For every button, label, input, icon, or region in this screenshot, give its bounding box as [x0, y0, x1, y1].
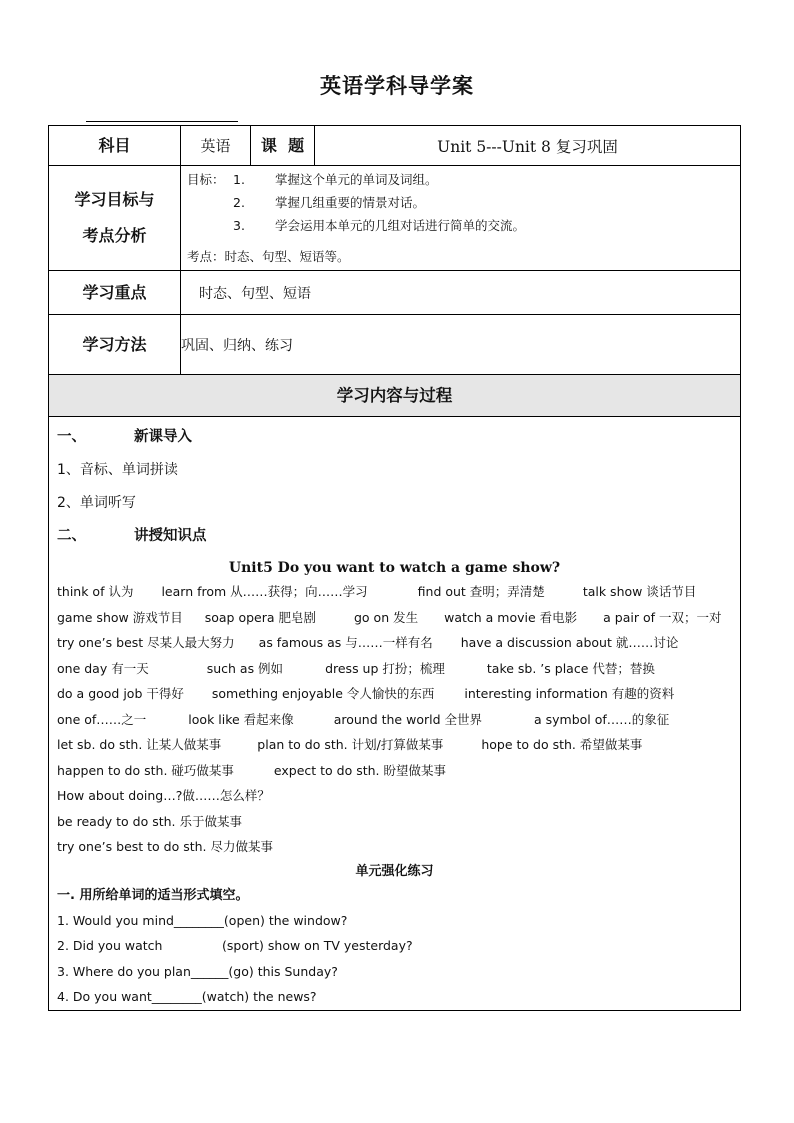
goal-num: 2. — [233, 195, 245, 210]
vocab-phrase: around the world 全世界 — [333, 711, 482, 727]
vocab-row — [57, 732, 732, 758]
goal-num: 3. — [233, 218, 245, 233]
goal-item-1 — [187, 170, 740, 193]
item-phonetics: 1、音标、单词拼读 — [57, 462, 178, 478]
vocab-phrase: plan to do sth. 计划/打算做某事 — [257, 737, 444, 752]
vocab-phrase: go on 发生 — [354, 609, 419, 625]
goal-text: 掌握几组重要的情景对话。 — [275, 195, 426, 210]
focus-label: 学习重点 — [49, 271, 181, 315]
process-content — [49, 417, 740, 1010]
goal-text: 掌握这个单元的单词及词组。 — [275, 172, 438, 187]
vocab-phrase: a pair of 一双；一对 — [603, 609, 722, 625]
vocab-phrase: talk show 谈话节目 — [582, 584, 697, 599]
subject-label: 科目 — [49, 126, 181, 166]
vocab-row — [57, 809, 732, 835]
header-row — [49, 126, 741, 166]
vocab-phrase: as famous as 与……一样有名 — [258, 635, 433, 650]
vocabulary-list — [57, 579, 732, 860]
process-title-row — [49, 375, 741, 417]
goals-label-line1: 学习目标与 — [74, 190, 155, 209]
exercise-item: 4. Do you want________(watch) the news? — [57, 989, 317, 1004]
vocab-row — [57, 579, 732, 605]
method-label: 学习方法 — [49, 315, 181, 375]
section-number: 一、 — [57, 429, 86, 445]
vocab-phrase: one of……之一 — [57, 711, 147, 727]
exercise-item: 3. Where do you plan______(go) this Sunday? — [57, 963, 338, 979]
vocab-phrase: interesting information 有趣的资料 — [464, 686, 675, 701]
vocab-row — [57, 834, 732, 860]
vocab-phrase: look like 看起来像 — [188, 711, 294, 727]
section-title: 新课导入 — [134, 429, 192, 445]
vocab-phrase: How about doing…?做……怎么样？ — [57, 788, 270, 803]
lesson-plan-table — [48, 125, 741, 1011]
focus-value: 时态、句型、短语 — [181, 271, 741, 315]
vocab-phrase: take sb. ’s place 代替；替换 — [486, 660, 655, 676]
goals-row — [49, 166, 741, 271]
vocab-phrase: one day 有一天 — [57, 660, 149, 676]
section-number: 二、 — [57, 528, 86, 544]
vocab-row — [57, 783, 732, 809]
process-content-cell — [49, 417, 741, 1011]
vocab-row — [57, 758, 732, 784]
process-title: 学习内容与过程 — [49, 375, 741, 417]
vocab-phrase: be ready to do sth. 乐于做某事 — [57, 813, 242, 829]
method-row — [49, 315, 741, 375]
section-1-heading — [57, 425, 732, 458]
vocab-phrase: hope to do sth. 希望做某事 — [481, 737, 643, 752]
vocab-phrase: have a discussion about 就……讨论 — [460, 635, 679, 650]
vocab-phrase: try one’s best 尽某人最大努力 — [57, 635, 235, 650]
goal-item-3 — [187, 216, 740, 239]
focus-row — [49, 271, 741, 315]
unit-title: Unit5 Do you want to watch a game show? — [228, 560, 561, 576]
vocab-row — [57, 630, 732, 656]
vocab-row — [57, 681, 732, 707]
process-content-row — [49, 417, 741, 1011]
vocab-phrase: dress up 打扮；梳理 — [325, 660, 445, 676]
vocab-phrase: learn from 从……获得；向……学习 — [161, 584, 368, 599]
section-title: 讲授知识点 — [134, 528, 207, 544]
topic-label: 课 题 — [251, 126, 315, 166]
goal-num: 1. — [233, 172, 245, 187]
vocab-phrase: such as 例如 — [206, 660, 284, 676]
vocab-row — [57, 605, 732, 631]
exam-points: 考点：时态、句型、短语等。 — [187, 249, 350, 264]
document-title: 英语学科导学案 — [320, 74, 474, 98]
vocab-phrase: try one’s best to do sth. 尽力做某事 — [57, 839, 274, 854]
title-underline — [86, 121, 238, 122]
vocab-phrase: game show 游戏节目 — [57, 609, 183, 625]
subject-value: 英语 — [181, 126, 251, 166]
section-2-heading — [57, 524, 732, 557]
vocab-phrase: soap opera 肥皂剧 — [204, 609, 316, 625]
goals-content — [181, 166, 740, 270]
goal-text: 学会运用本单元的几组对话进行简单的交流。 — [275, 218, 526, 233]
vocab-phrase: do a good job 干得好 — [57, 686, 184, 701]
vocab-row — [57, 707, 732, 733]
exercise-item: 1. Would you mind________(open) the window? — [57, 912, 348, 928]
vocab-phrase: watch a movie 看电影 — [444, 609, 578, 625]
vocab-phrase: find out 查明；弄清楚 — [417, 584, 545, 599]
vocab-phrase: expect to do sth. 盼望做某事 — [273, 762, 447, 778]
goal-prefix: 目标： — [187, 172, 225, 187]
goals-cell — [181, 166, 741, 271]
topic-value: Unit 5---Unit 8 复习巩固 — [315, 126, 741, 166]
vocab-phrase: think of 认为 — [57, 584, 134, 599]
vocab-row — [57, 656, 732, 682]
vocab-phrase: let sb. do sth. 让某人做某事 — [57, 737, 222, 752]
vocab-phrase: a symbol of……的象征 — [534, 711, 670, 727]
item-dictation: 2、单词听写 — [57, 495, 136, 511]
practice-title: 单元强化练习 — [355, 863, 434, 879]
exercise-item: 2. Did you watch (sport) show on TV yesterday? — [57, 938, 413, 953]
exercise-heading: 一. 用所给单词的适当形式填空。 — [57, 887, 249, 903]
method-value: 巩固、归纳、练习 — [181, 315, 741, 375]
vocab-phrase: something enjoyable 令人愉快的东西 — [211, 686, 435, 701]
vocab-phrase: happen to do sth. 碰巧做某事 — [57, 762, 234, 778]
goals-label-line2: 考点分析 — [82, 226, 147, 245]
goals-label — [49, 166, 181, 271]
goal-item-2 — [187, 193, 740, 216]
